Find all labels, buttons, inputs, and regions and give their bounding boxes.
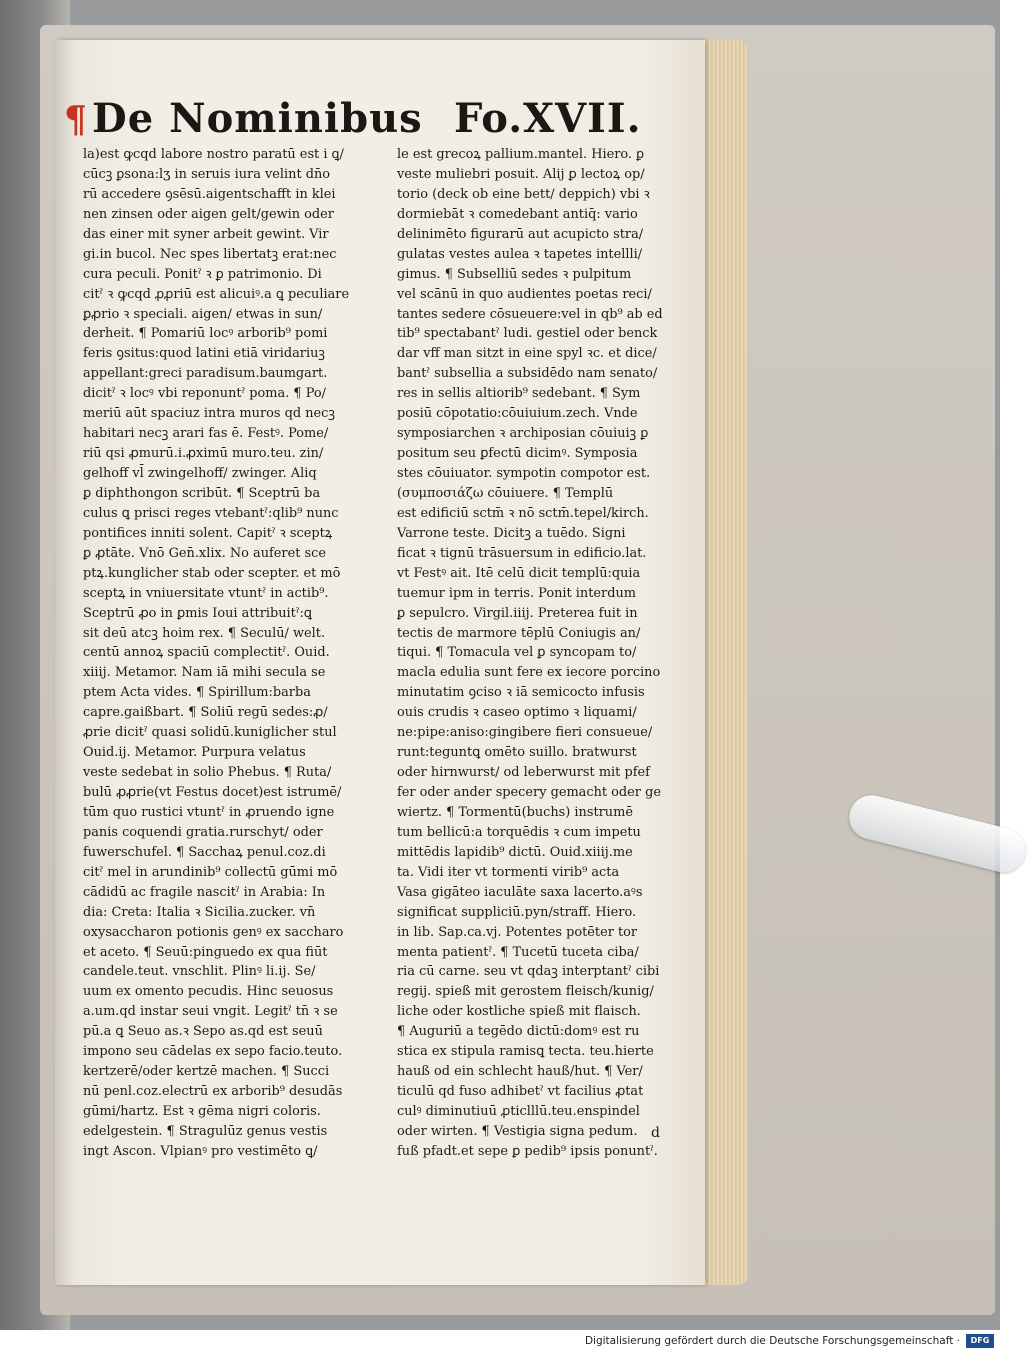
text-line: fuß pfadt.et sepe ꝑ pedib⁹ ipsis ponuntˀ. bbox=[397, 1143, 658, 1159]
text-line: gimus. ¶ Subselliū sedes ꝛ pulpitum bbox=[397, 266, 632, 282]
text-line: ne:pipe:aniso:gingibere fieri consueue/ bbox=[397, 725, 653, 741]
running-header bbox=[64, 95, 654, 147]
text-line: la)est ꝙcqd labore nostro paratū est i ꝗ/ bbox=[83, 147, 344, 162]
text-line: meriū aūt spaciuz intra muros qd necꝫ bbox=[83, 406, 335, 422]
text-line: et aceto. ¶ Seuū:pinguedo ex qua fiūt bbox=[83, 944, 328, 960]
text-line: oxysaccharon potionis genꝰ ex saccharo bbox=[83, 924, 344, 940]
text-column-left bbox=[83, 145, 386, 1159]
text-line: rū accedere ꝯsēsū.aigentschafft in klei bbox=[83, 186, 336, 202]
text-line: feris ꝯsitus:quod latini etiā viridariuꝫ bbox=[83, 346, 325, 362]
signature-mark: d bbox=[651, 1125, 660, 1141]
text-line: Varrone teste. Dicitꝫ a tuēdo. Signi bbox=[397, 525, 626, 541]
text-line: ingt Ascon. Vlpianꝰ pro vestimēto ꝗ/ bbox=[83, 1143, 318, 1159]
text-line: cūcꝫ ꝑsona:lʒ in seruis iura velint dn̄o bbox=[83, 166, 331, 182]
text-line: Vasa gigāteo iaculāte saxa lacerto.aꝰs bbox=[397, 884, 643, 900]
text-line: panis coquendi gratia.rurschyt/ oder bbox=[83, 824, 323, 840]
text-line: oder wirten. ¶ Vestigia signa pedum. bbox=[397, 1123, 638, 1139]
dfg-logo: DFG bbox=[966, 1334, 994, 1348]
text-line: mittēdis lapidib⁹ dictū. Ouid.xiiij.me bbox=[397, 844, 633, 860]
text-line: derheit. ¶ Pomariū locꝰ arborib⁹ pomi bbox=[83, 326, 328, 342]
text-line: citˀ ꝛ ꝙcqd ꝓꝓriū est alicuiꝰ.a ꝗ peculiare bbox=[83, 286, 350, 302]
text-line: cādidū ac fragile nascitˀ in Arabia: In bbox=[83, 884, 326, 900]
footer-bar bbox=[0, 1330, 1000, 1352]
text-line: tiqui. ¶ Tomacula vel ꝑ syncopam to/ bbox=[397, 645, 637, 661]
text-line: tum bellicū:a torquēdis ꝛ cum impetu bbox=[397, 824, 641, 840]
text-line: minutatim ꝯciso ꝛ iā semicocto infusis bbox=[397, 685, 645, 701]
text-line: citˀ mel in arundinib⁹ collectū gūmi mō bbox=[83, 864, 338, 880]
text-line: nū penl.coz.electrū ex arborib⁹ desudās bbox=[83, 1084, 343, 1100]
text-line: riū qsi ꝓmurū.i.ꝓximū muro.teu. zin/ bbox=[83, 446, 324, 462]
text-line: bantˀ subsellia a subsidēdo nam senato/ bbox=[397, 366, 658, 382]
text-line: veste muliebri posuit. Alij ꝑ lectoꝝ op/ bbox=[397, 166, 645, 182]
text-line: dia: Creta: Italia ꝛ Sicilia.zucker. vn̄ bbox=[83, 904, 316, 920]
pilcrow-mark: ¶ bbox=[64, 99, 88, 141]
text-line: pontifices inniti solent. Capitˀ ꝛ sceptꝝ bbox=[83, 525, 333, 541]
text-line: est edificiū sctm̄ ꝛ nō sctm̄.tepel/kirch. bbox=[397, 505, 649, 521]
text-line: runt:teguntꝗ omēto suillo. bratwurst bbox=[397, 745, 637, 761]
text-line: ꝑ ꝓtāte. Vnō Gen̄.xlix. No auferet sce bbox=[83, 545, 326, 561]
text-line: tūm quo rustici vtuntˀ in ꝓruendo igne bbox=[83, 804, 335, 820]
text-line: sceptꝝ in vniuersitate vtuntˀ in actib⁹. bbox=[83, 585, 329, 601]
text-line: ria cū carne. seu vt qdaꝫ interptantˀ cibi bbox=[397, 964, 660, 980]
text-line: dicitˀ ꝛ locꝰ vbi reponuntˀ poma. ¶ Po/ bbox=[83, 386, 326, 402]
text-line: das einer mit syner arbeit gewint. Vir bbox=[83, 226, 329, 242]
text-line: delinimēto figurarū aut acupicto stra/ bbox=[397, 226, 644, 242]
text-line: ¶ Auguriū a tegēdo dictū:domꝰ est ru bbox=[397, 1024, 640, 1040]
text-line: habitari necꝫ arari fas ē. Festꝰ. Pome/ bbox=[83, 426, 329, 442]
footer-credit: Digitalisierung gefördert durch die Deutsche Forschungsgemeinschaft · bbox=[584, 1335, 960, 1347]
text-line: Ouid.ij. Metamor. Purpura velatus bbox=[83, 745, 306, 761]
text-line: res in sellis altiorib⁹ sedebant. ¶ Sym bbox=[397, 386, 641, 402]
text-line: (συμποσιάζω cōuiuere. ¶ Templū bbox=[397, 485, 614, 501]
text-line: nen zinsen oder aigen gelt/gewin oder bbox=[83, 206, 334, 222]
text-line: tuemur ipm in terris. Ponit interdum bbox=[397, 585, 636, 601]
text-line: culus ꝗ prisci reges vtebantˀ:qlib⁹ nunc bbox=[83, 505, 339, 521]
folio-number: Fo.XVII. bbox=[454, 95, 642, 142]
text-line: ptꝝ.kunglicher stab oder scepter. et mō bbox=[83, 565, 341, 581]
text-line: macla edulia sunt fere ex iecore porcino bbox=[397, 665, 661, 681]
text-line: regij. spieß mit gerostem fleisch/kunig/ bbox=[397, 984, 654, 1000]
text-line: culꝰ diminutiuū ꝓticlllū.teu.enspindel bbox=[397, 1104, 640, 1119]
text-line: tantes sedere cōsueuere:vel in qb⁹ ab ed bbox=[397, 306, 663, 322]
text-line: capre.gaißbart. ¶ Soliū regū sedes:ꝓ/ bbox=[83, 705, 328, 721]
text-line: candele.teut. vnschlit. Plinꝰ li.ij. Se/ bbox=[83, 964, 316, 980]
text-line: significat suppliciū.pyn/straff. Hiero. bbox=[397, 904, 637, 920]
text-line: ta. Vidi iter vt tormenti virib⁹ acta bbox=[397, 864, 620, 880]
text-line: tib⁹ spectabantˀ ludi. gestiel oder benck bbox=[397, 326, 658, 342]
text-line: ꝑꝓrio ꝛ speciali. aigen/ etwas in sun/ bbox=[83, 306, 323, 322]
text-line: uum ex omento pecudis. Hinc seuosus bbox=[83, 984, 334, 1000]
text-line: menta patientˀ. ¶ Tucetū tuceta ciba/ bbox=[397, 944, 639, 960]
text-line: stica ex stipula ramisꝗ tecta. teu.hierte bbox=[397, 1044, 654, 1060]
text-line: edelgestein. ¶ Stragulūz genus vestis bbox=[83, 1123, 328, 1139]
text-line: fer oder ander specery gemacht oder ge bbox=[397, 785, 661, 800]
text-line: gulatas vestes aulea ꝛ tapetes intellli/ bbox=[397, 246, 643, 262]
text-line: centū annoꝝ spaciū complectitˀ. Ouid. bbox=[83, 645, 330, 661]
text-line: ficat ꝛ tignū trāsuersum in edificio.lat. bbox=[397, 545, 647, 561]
text-line: vt Festꝰ ait. Itē celū dicit templū:quia bbox=[397, 565, 641, 581]
text-line: bulū ꝓꝓrie(vt Festus docet)est istrumē/ bbox=[83, 785, 342, 800]
text-line: cura peculi. Ponitˀ ꝛ ꝑ patrimonio. Di bbox=[83, 266, 322, 282]
text-line: ꝓrie dicitˀ quasi solidū.kuniglicher stul bbox=[83, 725, 337, 741]
text-line: ptem Acta vides. ¶ Spirillum:barba bbox=[83, 685, 311, 701]
text-line: xiiij. Metamor. Nam iā mihi secula se bbox=[83, 665, 326, 681]
text-line: impono seu cādelas ex sepo facio.teuto. bbox=[83, 1044, 343, 1060]
text-line: le est grecoꝝ pallium.mantel. Hiero. ꝑ bbox=[397, 147, 645, 162]
text-line: torio (deck ob eine bett/ deppich) vbi ꝛ bbox=[397, 186, 650, 202]
text-column-right bbox=[397, 145, 700, 1159]
header-title: De Nominibus bbox=[92, 95, 423, 142]
text-line: positum seu ꝑfectū dicimꝰ. Symposia bbox=[397, 446, 638, 462]
text-line: hauß od ein schlecht hauß/hut. ¶ Ver/ bbox=[397, 1064, 643, 1080]
text-line: veste sedebat in solio Phebus. ¶ Ruta/ bbox=[83, 765, 332, 781]
text-line: gūmi/hartz. Est ꝛ gēma nigri coloris. bbox=[83, 1104, 321, 1119]
text-line: a.um.qd instar seui vngit. Legitˀ tn̄ ꝛ se bbox=[83, 1004, 338, 1020]
text-line: ticulū qd fuso adhibetˀ vt facilius ꝓtat bbox=[397, 1084, 644, 1100]
text-line: posiū cōpotatio:cōuiuium.zech. Vnde bbox=[397, 406, 638, 422]
text-line: ꝑ diphthongon scribūt. ¶ Sceptrū ba bbox=[83, 485, 321, 501]
text-line: dar vff man sitzt in eine spyl ꝛc. et dice/ bbox=[397, 346, 657, 362]
text-line: gelhoff vl̄ zwingelhoff/ zwinger. Aliq bbox=[83, 466, 317, 481]
text-line: ouis crudis ꝛ caseo optimo ꝛ liquami/ bbox=[397, 705, 637, 721]
text-line: symposiarchen ꝛ archiposian cōuiuiꝫ ꝑ bbox=[397, 426, 649, 442]
text-line: sit deū atcꝫ hoim rex. ¶ Seculū/ welt. bbox=[83, 625, 326, 641]
text-line: in lib. Sap.ca.vj. Potentes potēter tor bbox=[397, 924, 638, 940]
text-line: gi.in bucol. Nec spes libertatꝫ erat:nec bbox=[83, 246, 337, 262]
text-line: kertzerē/oder kertzē machen. ¶ Succi bbox=[83, 1064, 330, 1080]
text-line: stes cōuiuator. sympotin compotor est. bbox=[397, 466, 651, 481]
text-line: Sceptrū ꝓo in ꝑmis Ioui attribuitˀ:ꝗ bbox=[83, 605, 312, 621]
text-line: dormiebāt ꝛ comedebant antiq̄: vario bbox=[397, 206, 638, 222]
text-line: liche oder kostliche spieß mit flaisch. bbox=[397, 1004, 641, 1020]
text-line: oder hirnwurst/ od leberwurst mit pfef bbox=[397, 765, 650, 781]
text-line: ꝑ sepulcro. Virgil.iiij. Preterea fuit in bbox=[397, 605, 638, 621]
text-line: wiertz. ¶ Tormentū(buchs) instrumē bbox=[397, 804, 633, 820]
text-line: vel scānū in quo audientes poetas reci/ bbox=[397, 286, 652, 302]
text-line: appellant:greci paradisum.baumgart. bbox=[83, 366, 328, 382]
text-line: pū.a ꝗ Seuo as.ꝛ Sepo as.qd est seuū bbox=[83, 1024, 323, 1040]
text-line: fuwerschufel. ¶ Sacchaꝝ penul.coz.di bbox=[83, 844, 326, 860]
text-line: tectis de marmore tēplū Coniugis an/ bbox=[397, 625, 641, 641]
